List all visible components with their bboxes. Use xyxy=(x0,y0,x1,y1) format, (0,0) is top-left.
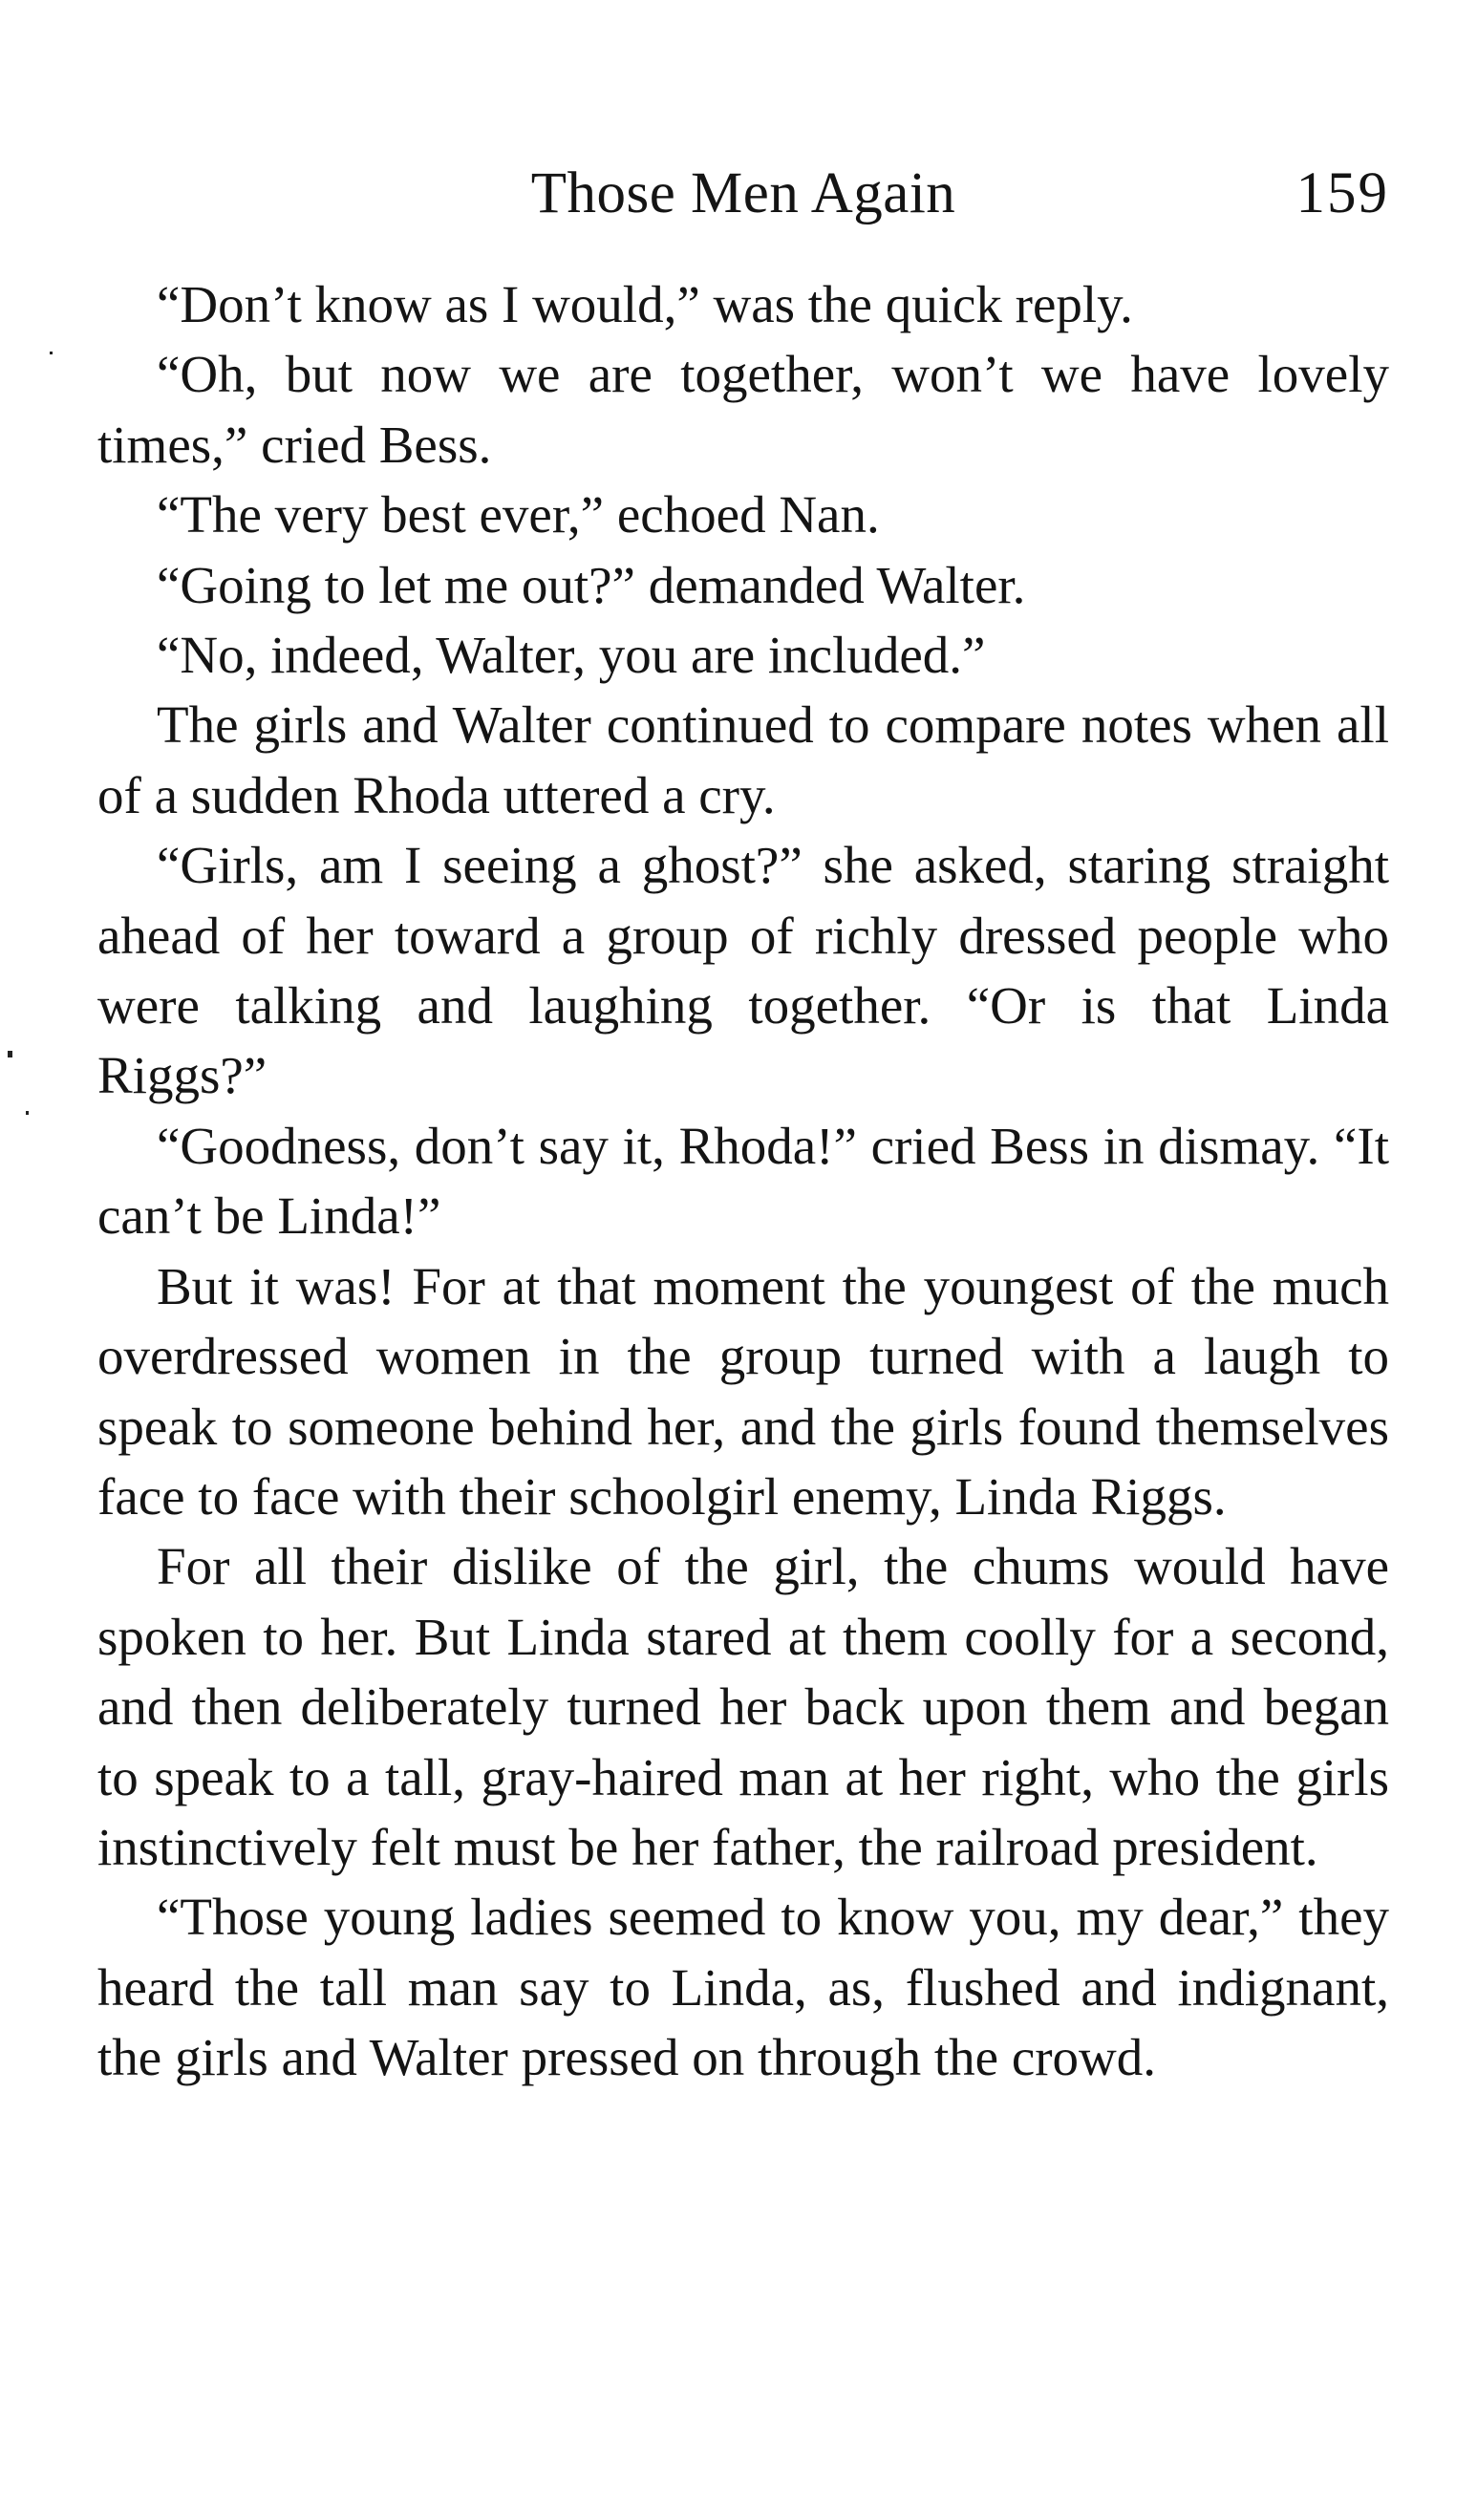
scan-speck-mark xyxy=(8,1051,12,1057)
paragraph: “Girls, am I seeing a ghost?” she asked, staring straight ahead of her toward a group of richly dressed people who were talking and laughing together. “Or is that Linda Riggs?” xyxy=(97,836,1389,1105)
paragraph: “The very best ever,” echoed Nan. xyxy=(157,485,880,545)
paragraph: For all their dislike of the girl, the chums would have spoken to her. But Linda stared at them coolly for a second, and then deliberately turned her back upon them and began to speak to a tall, gray-haired man at her right, who the girls instinctively felt must be her father, the railroad president. xyxy=(97,1537,1389,1876)
paragraph: The girls and Walter continued to compare notes when all of a sudden Rhoda uttered a cry. xyxy=(97,695,1389,824)
page-number: 159 xyxy=(1295,161,1389,225)
paragraph: “Those young ladies seemed to know you, my dear,” they heard the tall man say to Linda, as, flushed and indignant, the girls and Walter pressed on through the crowd. xyxy=(97,1888,1389,2087)
scan-speck-mark xyxy=(26,1111,29,1115)
body-text xyxy=(97,269,1389,2093)
paragraph: “Oh, but now we are together, won’t we have lovely times,” cried Bess. xyxy=(97,345,1389,474)
chapter-title: Those Men Again xyxy=(530,161,956,225)
paragraph: “Don’t know as I would,” was the quick reply. xyxy=(157,275,1133,333)
scan-speck-mark xyxy=(50,352,53,354)
running-head xyxy=(97,151,1389,237)
paragraph: “No, indeed, Walter, you are included.” xyxy=(157,626,986,685)
paragraph: “Going to let me out?” demanded Walter. xyxy=(157,555,1026,614)
paragraph: “Goodness, don’t say it, Rhoda!” cried Bess in dismay. “It can’t be Linda!” xyxy=(97,1116,1389,1246)
paragraph: But it was! For at that moment the youngest of the much overdressed women in the group turned with a laugh to speak to someone behind her, and the girls found themselves face to face with their schoolgirl enemy, Linda Riggs. xyxy=(97,1256,1389,1526)
